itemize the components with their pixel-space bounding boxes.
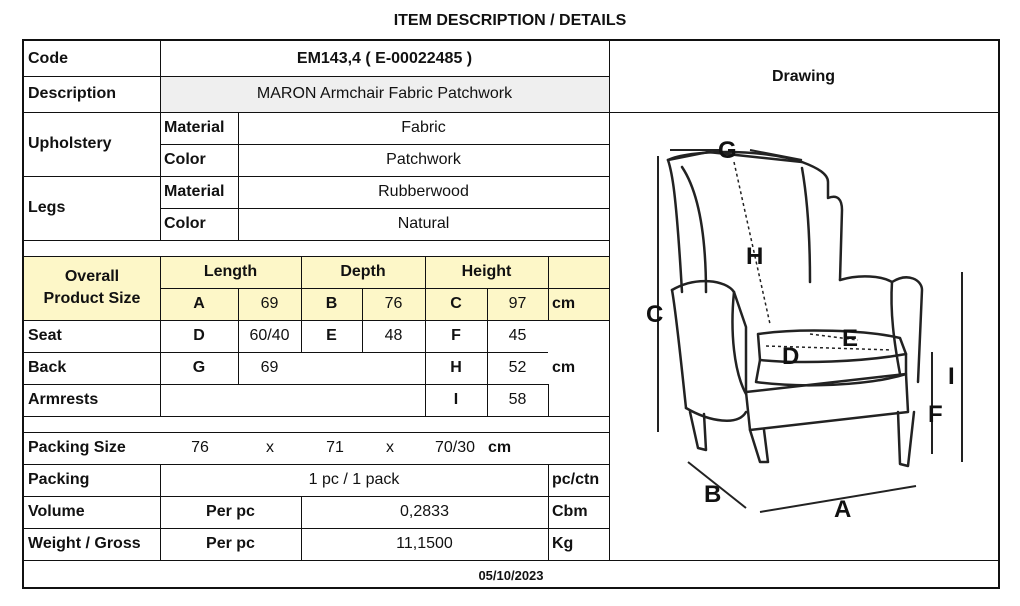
dim-h-value: 52 (508, 359, 527, 376)
packing-size-unit: cm (488, 439, 512, 456)
dim-g-letter: G (192, 359, 206, 376)
height-header: Height (461, 263, 512, 280)
packing-unit: pc/ctn (552, 471, 600, 488)
legs-color-value: Natural (397, 215, 450, 232)
depth-header: Depth (340, 263, 386, 280)
dim-f-value: 45 (508, 327, 527, 344)
dim-d-value: 60/40 (249, 327, 290, 344)
weight-label: Weight / Gross (28, 535, 141, 552)
legs-color-label: Color (164, 215, 206, 232)
packing-size-label: Packing Size (28, 439, 126, 456)
dim-e-value: 48 (384, 327, 403, 344)
volume-value: 0,2833 (400, 503, 449, 520)
dim-i-letter: I (453, 391, 459, 408)
drawing-label-f: F (928, 401, 943, 428)
dim-i-value: 58 (508, 391, 527, 408)
upholstery-material-value: Fabric (401, 119, 446, 136)
drawing-label-e: E (842, 325, 859, 352)
upholstery-color-label: Color (164, 151, 206, 168)
code-label: Code (28, 49, 68, 67)
weight-value: 11,1500 (396, 535, 453, 552)
dim-e-letter: E (326, 327, 337, 344)
dim-c-letter: C (450, 295, 462, 312)
packing-value: 1 pc / 1 pack (308, 471, 400, 488)
dim-c-value: 97 (508, 295, 527, 312)
volume-label: Volume (28, 503, 85, 520)
volume-per: Per pc (206, 503, 255, 520)
packing-size-x1: x (266, 439, 274, 456)
dim-b-value: 76 (384, 295, 403, 312)
seat-back-unit: cm (552, 359, 576, 376)
dim-g-value: 69 (260, 359, 279, 376)
dim-a-value: 69 (260, 295, 279, 312)
weight-unit: Kg (552, 535, 574, 552)
drawing-label-d: D (782, 343, 800, 370)
drawing-label-a: A (834, 496, 852, 523)
volume-unit: Cbm (552, 503, 588, 520)
armrests-label: Armrests (28, 391, 99, 408)
dim-d-letter: D (193, 327, 205, 344)
upholstery-color-value: Patchwork (386, 151, 461, 168)
drawing-label-g: G (718, 137, 737, 164)
packing-size-height: 70/30 (434, 439, 476, 456)
seat-label: Seat (28, 327, 62, 344)
packing-size-length: 76 (191, 439, 209, 456)
overall-label-line1: Overall (64, 268, 120, 285)
packing-size-x2: x (386, 439, 394, 456)
drawing-label-h: H (746, 243, 764, 270)
legs-label: Legs (28, 199, 66, 216)
packing-label: Packing (28, 471, 90, 488)
length-header: Length (203, 263, 258, 280)
legs-material-value: Rubberwood (378, 183, 469, 200)
page-title: ITEM DESCRIPTION / DETAILS (393, 12, 627, 29)
dim-h-letter: H (450, 359, 462, 376)
date-footer: 05/10/2023 (478, 567, 544, 583)
overall-label-line2: Product Size (43, 290, 141, 307)
description-value: MARON Armchair Fabric Patchwork (256, 85, 513, 102)
drawing-label-i: I (948, 363, 955, 390)
dim-a-letter: A (193, 295, 205, 312)
drawing-label-b: B (704, 481, 722, 508)
drawing-header: Drawing (771, 67, 836, 85)
upholstery-label: Upholstery (28, 135, 112, 152)
upholstery-material-label: Material (164, 119, 225, 136)
overall-unit: cm (552, 295, 576, 312)
code-value: EM143,4 ( E-00022485 ) (296, 49, 473, 67)
legs-material-label: Material (164, 183, 225, 200)
description-label: Description (28, 85, 117, 102)
dim-b-letter: B (325, 295, 338, 312)
drawing-label-c: C (646, 301, 664, 328)
weight-per: Per pc (206, 535, 255, 552)
armchair-drawing (610, 112, 998, 560)
dim-f-letter: F (451, 327, 461, 344)
packing-size-width: 71 (326, 439, 344, 456)
back-label: Back (28, 359, 67, 376)
